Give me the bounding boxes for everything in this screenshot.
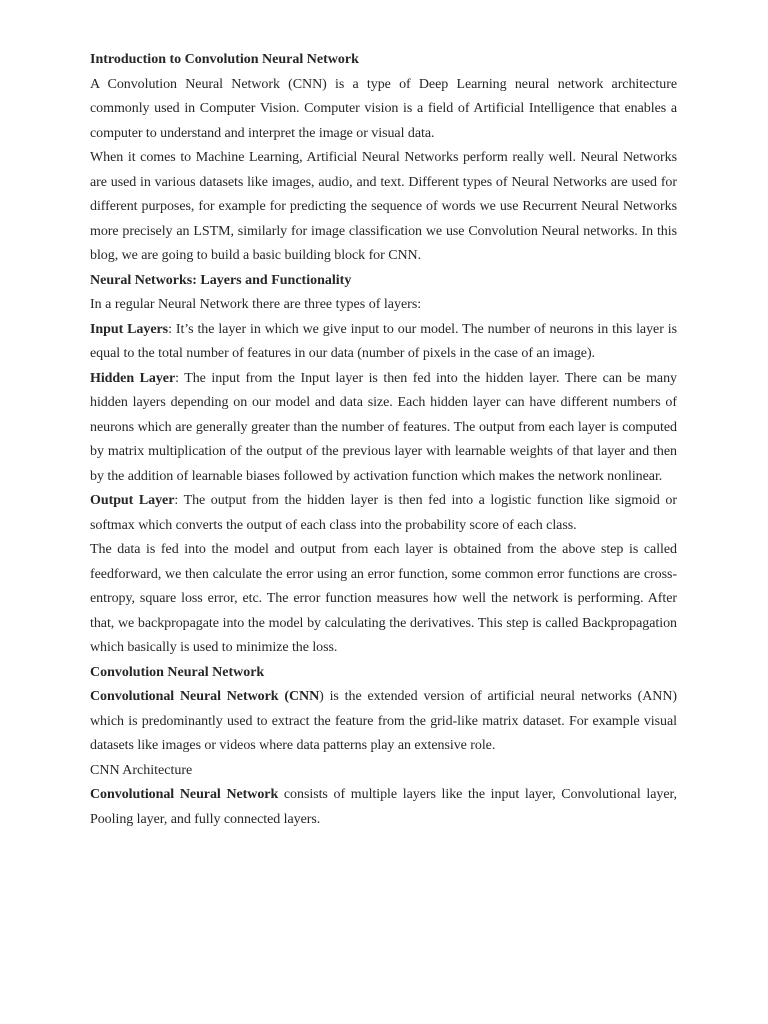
term-cnn: Convolutional Neural Network (CNN (90, 689, 320, 704)
paragraph-hidden-layer (90, 367, 677, 490)
paragraph-feedforward-backprop: The data is fed into the model and output from each layer is obtained from the above step is called feedforward, we then calculate the error using an error function, some common error functions are cross-entropy, square loss error, etc. The error function measures how well the network is performing. After that, we backpropagate into the model by calculating the derivatives. This step is called Backpropagation which basically is used to minimize the loss. (90, 542, 677, 655)
paragraph-cnn-architecture (90, 783, 677, 832)
term-input-layers: Input Layers (90, 321, 169, 337)
text-hidden-layer: : The input from the Input layer is then fed into the hidden layer. There can be many hidden layers depending on our model and data size. Each hidden layer can have different numbers of neurons which are generally greater than the number of features. The output from each layer is computed by matrix multiplication of the output of the previous layer with learnable weights of that layer and then by the addition of learnable biases followed by activation function which makes the network nonlinear. (90, 370, 677, 484)
heading-convolution-neural-network: Convolution Neural Network (90, 664, 265, 680)
heading-layers-functionality: Neural Networks: Layers and Functionality (90, 272, 352, 288)
paragraph-input-layers (90, 318, 677, 367)
term-output-layer: Output Layer (90, 493, 175, 508)
label-cnn-architecture: CNN Architecture (90, 762, 193, 778)
paragraph-cnn-extended (90, 685, 677, 759)
heading-intro-cnn: Introduction to Convolution Neural Network (90, 52, 359, 67)
text-input-layers: : It’s the layer in which we give input to our model. The number of neurons in this layer is equal to the total number of features in our data (number of pixels in the case of an image). (90, 321, 677, 361)
document-page (90, 48, 677, 832)
term-convolutional-neural-network: Convolutional Neural Network (90, 787, 279, 802)
text-cnn: ) is the extended version of artificial neural networks (ANN) which is predominantly used to extract the feature from the grid-like matrix dataset. For example visual datasets like images or videos where data patterns play an extensive role. (90, 689, 677, 753)
paragraph-ann-overview: When it comes to Machine Learning, Artificial Neural Networks perform really well. Neural Networks are used in various datasets like images, audio, and text. Different types of Neural Networks are used for different purposes, for example for predicting the sequence of words we use Recurrent Neural Networks more precisely an LSTM, similarly for image classification we use Convolution Neural networks. In this blog, we are going to build a basic building block for CNN. (90, 150, 677, 263)
term-hidden-layer: Hidden Layer (90, 370, 176, 386)
paragraph-output-layer (90, 489, 677, 538)
paragraph-layer-types-intro: In a regular Neural Network there are three types of layers: (90, 297, 422, 312)
text-cnn-architecture: consists of multiple layers like the input layer, Convolutional layer, Pooling layer, and fully connected layers. (90, 787, 677, 827)
paragraph-cnn-definition: A Convolution Neural Network (CNN) is a type of Deep Learning neural network architecture commonly used in Computer Vision. Computer vision is a field of Artificial Intelligence that enables a computer to understand and interpret the image or visual data. (90, 76, 677, 141)
text-output-layer: : The output from the hidden layer is then fed into a logistic function like sigmoid or softmax which converts the output of each class into the probability score of each class. (90, 493, 677, 533)
